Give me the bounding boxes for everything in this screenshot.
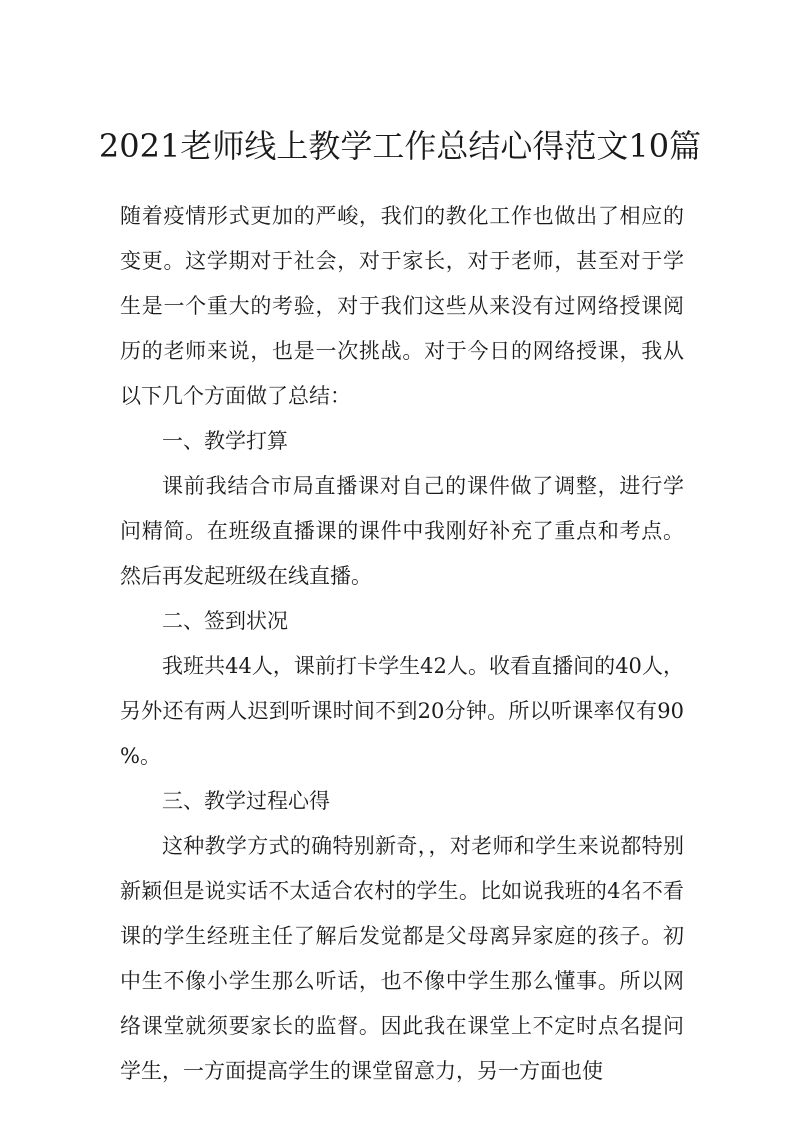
section-heading-teaching-plan: 一、教学打算 bbox=[162, 429, 288, 453]
document-body bbox=[120, 194, 684, 1094]
paragraph-teaching-plan: 课前我结合市局直播课对自己的课件做了调整，进行学问精简。在班级直播课的课件中我刚好补充了重点和考点。然后再发起班级在线直播。 bbox=[120, 474, 684, 588]
document-title: 2021老师线上教学工作总结心得范文10篇 bbox=[98, 127, 702, 165]
paragraph-intro: 随着疫情形式更加的严峻，我们的教化工作也做出了相应的变更。这学期对于社会，对于家长，对于老师，甚至对于学生是一个重大的考验，对于我们这些从来没有过网络授课阅历的老师来说，也是一次挑战。对于今日的网络授课，我从以下几个方面做了总结： bbox=[120, 204, 684, 408]
section-heading-attendance: 二、签到状况 bbox=[162, 609, 288, 633]
paragraph-attendance: 我班共44人，课前打卡学生42人。收看直播间的40人，另外还有两人迟到听课时间不到20分钟。所以听课率仅有90%。 bbox=[120, 654, 684, 768]
paragraph-teaching-process: 这种教学方式的确特别新奇，，对老师和学生来说都特别新颖但是说实话不太适合农村的学生。比如说我班的4名不看课的学生经班主任了解后发觉都是父母离异家庭的孩子。初中生不像小学生那么听话，也不像中学生那么懂事。所以网络课堂就须要家长的监督。因此我在课堂上不定时点名提问学生，一方面提高学生的课堂留意力，另一方面也使 bbox=[120, 834, 684, 1083]
section-heading-teaching-process: 三、教学过程心得 bbox=[162, 789, 330, 813]
